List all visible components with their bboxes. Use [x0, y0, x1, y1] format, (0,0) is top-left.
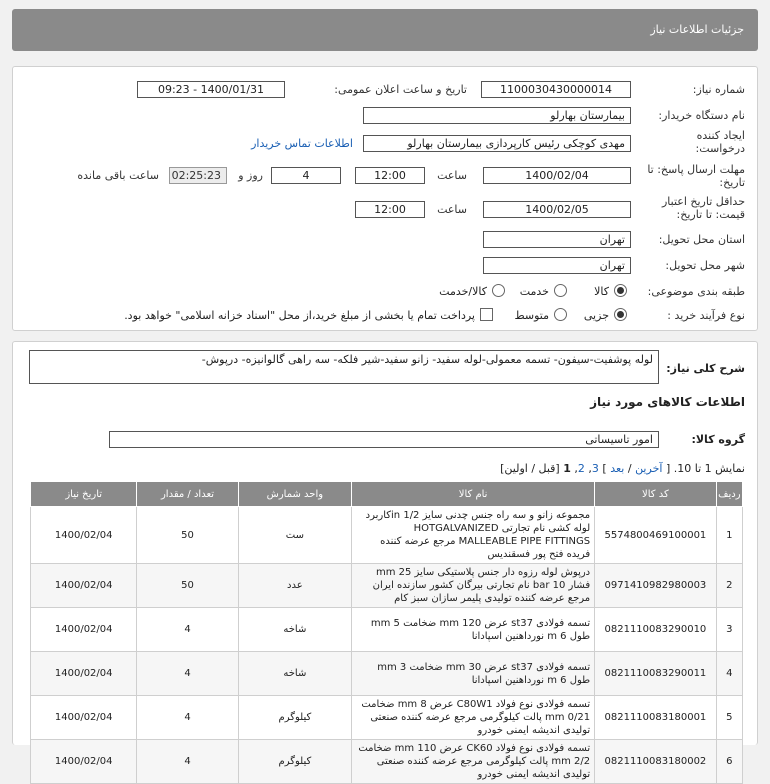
creator-label: ایجاد کننده درخواست: — [695, 129, 745, 155]
category-both-label: کالا/خدمت — [439, 285, 487, 298]
remaining-label: ساعت باقی مانده — [77, 169, 159, 182]
days-and-label: روز و — [238, 169, 263, 182]
goods-group-label: گروه کالا: — [691, 433, 745, 446]
request-details-card — [12, 66, 758, 331]
cell-unit: عدد — [238, 564, 351, 608]
cell-code: 5574800469100001 — [595, 507, 717, 564]
category-service-radio[interactable] — [554, 284, 567, 297]
cell-qty: 4 — [137, 608, 238, 652]
col-code: کد کالا — [595, 482, 717, 507]
treasury-note: پرداخت تمام یا بخشی از مبلغ خرید،از محل "اسناد خزانه اسلامی" خواهد بود. — [124, 309, 475, 322]
cell-code: 0821110083290010 — [595, 608, 717, 652]
cell-code: 0821110083290011 — [595, 652, 717, 696]
announce-field: 1400/01/31 - 09:23 — [137, 81, 285, 98]
treasury-checkbox[interactable] — [480, 308, 493, 321]
cell-date: 1400/02/04 — [31, 608, 137, 652]
cell-code: 0971410982980003 — [595, 564, 717, 608]
buyer-label: نام دستگاه خریدار: — [658, 109, 745, 122]
cell-row: 3 — [716, 608, 742, 652]
cell-qty: 4 — [137, 696, 238, 740]
creator-field: مهدی کوچکی رئیس کارپردازی بیمارستان بهارلو — [363, 135, 631, 152]
col-qty: تعداد / مقدار — [137, 482, 238, 507]
panel-title: جزئیات اطلاعات نیاز — [650, 23, 744, 36]
city-label: شهر محل تحویل: — [665, 259, 745, 272]
summary-field: لوله پوشفیت-سیفون- تسمه معمولی-لوله سفید- زانو سفید-شیر فلکه- سه راهی گالوانیزه- درپوش- — [29, 350, 659, 384]
panel-header — [12, 9, 758, 51]
col-row: ردیف — [716, 482, 742, 507]
cell-row: 5 — [716, 696, 742, 740]
cell-name: تسمه فولادی st37 عرض mm 120 ضخامت mm 5 طول m 6 نورداهنین اسپادانا — [352, 608, 595, 652]
cell-qty: 4 — [137, 652, 238, 696]
goods-table — [30, 481, 743, 784]
category-label: طبقه بندی موضوعی: — [647, 285, 745, 298]
category-both-radio[interactable] — [492, 284, 505, 297]
pager-tail: [قبل / اولین] — [500, 462, 560, 475]
cell-row: 2 — [716, 564, 742, 608]
need-number-field: 1100030430000014 — [481, 81, 631, 98]
validity-time-field: 12:00 — [355, 201, 425, 218]
cell-name: تسمه فولادی نوع فولاد C80W1 عرض mm 8 ضخامت 0/21 mm پالت کیلوگرمی مرجع عرضه کننده صنعتی تولیدی اندیشه ایمنی خودرو — [352, 696, 595, 740]
goods-group-field: امور تاسیساتی — [109, 431, 659, 448]
need-number-label: شماره نیاز: — [692, 83, 745, 96]
validity-date-field: 1400/02/05 — [483, 201, 631, 218]
buyer-contact-link[interactable]: اطلاعات تماس خریدار — [251, 137, 353, 150]
pager-comma-2: , — [574, 462, 578, 475]
goods-card — [12, 341, 758, 780]
process-minor-radio[interactable] — [614, 308, 627, 321]
announce-label: تاریخ و ساعت اعلان عمومی: — [334, 83, 467, 96]
table-row[interactable] — [31, 564, 743, 608]
province-label: استان محل تحویل: — [658, 233, 745, 246]
pager-page-3[interactable]: 3 — [591, 462, 599, 475]
pager-comma: , — [588, 462, 592, 475]
process-label: نوع فرآیند خرید : — [667, 309, 745, 322]
pager-page-1: 1 — [563, 462, 571, 475]
table-header-row — [31, 482, 743, 507]
col-date: تاریخ نیاز — [31, 482, 137, 507]
cell-unit: کیلوگرم — [238, 740, 351, 784]
cell-date: 1400/02/04 — [31, 740, 137, 784]
table-row[interactable] — [31, 740, 743, 784]
deadline-time-field: 12:00 — [355, 167, 425, 184]
deadline-date-field: 1400/02/04 — [483, 167, 631, 184]
summary-label: شرح کلی نیاز: — [666, 362, 745, 375]
cell-code: 0821110083180001 — [595, 696, 717, 740]
cell-qty: 50 — [137, 564, 238, 608]
cell-date: 1400/02/04 — [31, 564, 137, 608]
cell-code: 0821110083180002 — [595, 740, 717, 784]
days-field: 4 — [271, 167, 341, 184]
cell-date: 1400/02/04 — [31, 696, 137, 740]
cell-row: 6 — [716, 740, 742, 784]
pager-last-link[interactable]: آخرین — [635, 462, 663, 475]
pager-sep: / — [627, 462, 632, 475]
cell-unit: کیلوگرم — [238, 696, 351, 740]
category-service-label: خدمت — [519, 285, 549, 298]
process-minor-label: جزیی — [583, 309, 609, 322]
pager-next-link[interactable]: بعد — [610, 462, 625, 475]
cell-name: تسمه فولادی st37 عرض mm 30 ضخامت mm 3 طول m 6 نورداهنین اسپادانا — [352, 652, 595, 696]
pager-page-2[interactable]: 2 — [577, 462, 585, 475]
pager-showing: نمایش 1 تا 10. [ — [665, 462, 745, 475]
cell-name: مجموعه زانو و سه راه جنس چدنی سایز in 1/2کاربرد لوله کشی نام تجارتی HOTGALVANIZED MALLEABLE PIPE FITTINGS مرجع عرضه کننده فریده فتح پور فسقندیس — [352, 507, 595, 564]
cell-date: 1400/02/04 — [31, 652, 137, 696]
col-unit: واحد شمارش — [238, 482, 351, 507]
process-medium-radio[interactable] — [554, 308, 567, 321]
cell-unit: ست — [238, 507, 351, 564]
pager-sep-2: ] — [602, 462, 607, 475]
deadline-time-label: ساعت — [437, 169, 467, 182]
table-row[interactable] — [31, 608, 743, 652]
table-row[interactable] — [31, 507, 743, 564]
validity-label: حداقل تاریخ اعتبار قیمت: تا تاریخ: — [661, 195, 745, 221]
category-goods-label: کالا — [594, 285, 609, 298]
table-row[interactable] — [31, 696, 743, 740]
cell-qty: 4 — [137, 740, 238, 784]
remaining-timer: 02:25:23 — [169, 167, 227, 184]
deadline-label: مهلت ارسال پاسخ: تا تاریخ: — [647, 163, 745, 189]
table-row[interactable] — [31, 652, 743, 696]
cell-unit: شاخه — [238, 608, 351, 652]
cell-row: 4 — [716, 652, 742, 696]
province-field: تهران — [483, 231, 631, 248]
buyer-field: بیمارستان بهارلو — [363, 107, 631, 124]
cell-row: 1 — [716, 507, 742, 564]
category-goods-radio[interactable] — [614, 284, 627, 297]
cell-unit: شاخه — [238, 652, 351, 696]
cell-date: 1400/02/04 — [31, 507, 137, 564]
cell-name: تسمه فولادی نوع فولاد CK60 عرض mm 110 ضخامت 2/2 mm پالت کیلوگرمی مرجع عرضه کننده صنعتی تولیدی اندیشه ایمنی خودرو — [352, 740, 595, 784]
col-name: نام کالا — [352, 482, 595, 507]
validity-time-label: ساعت — [437, 203, 467, 216]
cell-name: درپوش لوله رزوه دار جنس پلاستیکی سایز mm 25 فشار 10 bar نام تجارتی بیرگان کشور سازنده ایران مرجع عرضه کننده تولیدی پلیمر سازان سبز کام — [352, 564, 595, 608]
goods-section-title: اطلاعات کالاهای مورد نیاز — [590, 395, 745, 409]
pager — [500, 462, 745, 475]
city-field: تهران — [483, 257, 631, 274]
process-medium-label: متوسط — [514, 309, 549, 322]
cell-qty: 50 — [137, 507, 238, 564]
